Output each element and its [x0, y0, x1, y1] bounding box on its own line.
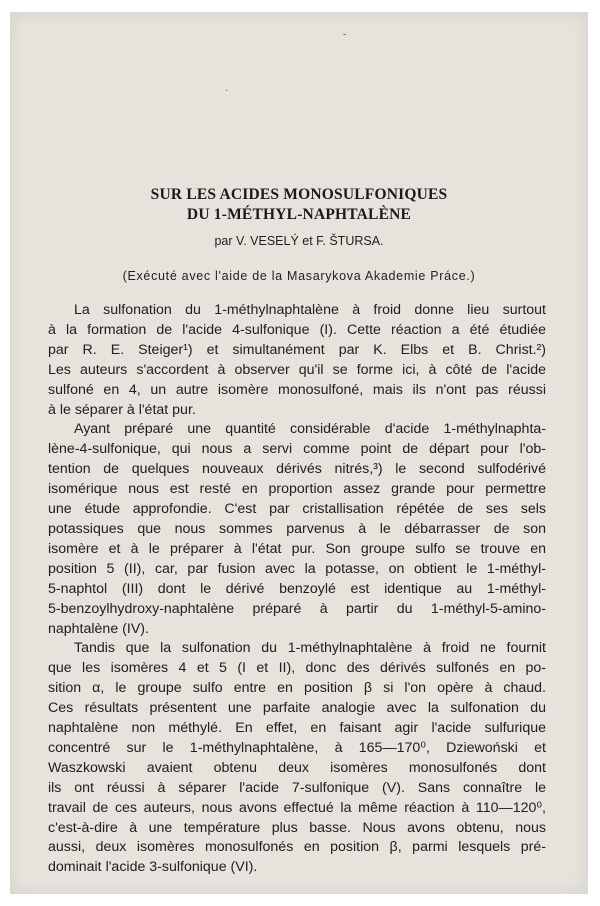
paragraph-1-line: sulfoné en 4, un autre isomère monosulfoné, mais ils n'ont pas réussi [48, 381, 546, 398]
paragraph-2-line: isomère et à le préparer à l'état pur. Son groupe sulfo se trouve en [48, 540, 546, 557]
paragraph-3-line: ils ont réussi à séparer l'acide 7-sulfonique (V). Sans connaître le [48, 779, 546, 796]
paragraph-2-line: potassiques que nous sommes parvenus à le débarrasser de son [48, 520, 546, 537]
authors: par V. VESELÝ et F. ŠTURSA. [214, 234, 384, 248]
paragraph-2-line: 5-naphtol (III) dont le dérivé benzoylé est identique au 1-méthyl- [48, 580, 546, 597]
paragraph-3-line: concentré sur le 1-méthylnaphtalène, à 165—170⁰, Dziewoński et [48, 739, 546, 756]
paragraph-3-line: Waszkowski avaient obtenu deux isomères monosulfonés dont [48, 759, 546, 776]
book-page [10, 12, 588, 894]
paragraph-2-line: position 5 (II), car, par fusion avec la potasse, on obtient le 1-méthyl- [48, 560, 546, 577]
paragraph-2-line: tention de quelques nouveaux dérivés nitrés,³) le second sulfodérivé [48, 461, 546, 478]
paragraph-2-line: naphtalène (IV). [48, 620, 149, 637]
paragraph-1-line: à le séparer à l'état pur. [48, 401, 196, 418]
paragraph-1-line: par R. E. Steiger¹) et simultanément par K. Elbs et B. Christ.²) [48, 341, 546, 358]
acknowledgement-note: (Exécuté avec l'aide de la Masarykova Akademie Práce.) [122, 269, 476, 283]
paragraph-2-line: lène-4-sulfonique, qui nous a servi comme point de départ pour l'ob- [48, 441, 546, 458]
title-line-2: DU 1-MÉTHYL-NAPHTALÈNE [186, 206, 412, 223]
paragraph-3-line: que les isomères 4 et 5 (I et II), donc des dérivés sulfonés en po- [48, 660, 546, 677]
paragraph-2-line: 5-benzoylhydroxy-naphtalène préparé à partir du 1-méthyl-5-amino- [48, 600, 546, 617]
paragraph-3-line: aussi, deux isomères monosulfonés en position β, parmi lesquels pré- [48, 839, 546, 856]
paragraph-2-line: Ayant préparé une quantité considérable d'acide 1-méthylnaphta- [74, 421, 546, 438]
paragraph-1-line: à la formation de l'acide 4-sulfonique (I). Cette réaction a été étudiée [48, 321, 546, 338]
paragraph-1-line: La sulfonation du 1-méthylnaphtalène à froid donne lieu surtout [74, 302, 546, 318]
title-line-1: SUR LES ACIDES MONOSULFONIQUES [150, 186, 448, 203]
paragraph-3-line: sition α, le groupe sulfo entre en position β si l'on opère à chaud. [48, 680, 546, 697]
ink-speck: · [225, 86, 229, 97]
body-text [48, 301, 546, 878]
paragraph-2-line: une étude approfondie. C'est par cristallisation répétée de ses sels [48, 501, 546, 518]
paragraph-3-line: naphtalène non méthylé. En effet, en faisant agir l'acide sulfurique [48, 720, 546, 737]
paragraph-3-line: Tandis que la sulfonation du 1-méthylnaphtalène à froid ne fournit [74, 640, 546, 657]
paragraph-3-line: travail de ces auteurs, nous avons effectué la même réaction à 110—120⁰, [48, 799, 546, 816]
paragraph-3-line: dominait l'acide 3-sulfonique (VI). [48, 859, 258, 876]
ink-speck: - [343, 29, 347, 40]
paragraph-3-line: Ces résultats présentent une parfaite analogie avec la sulfonation du [48, 700, 546, 717]
paragraph-3-line: c'est-à-dire à une température plus basse. Nous avons obtenu, nous [48, 819, 546, 836]
paragraph-2-line: isomérique nous est resté en proportion assez grande pour permettre [48, 481, 546, 498]
paragraph-1-line: Les auteurs s'accordent à observer qu'il se forme ici, à côté de l'acide [48, 361, 546, 378]
